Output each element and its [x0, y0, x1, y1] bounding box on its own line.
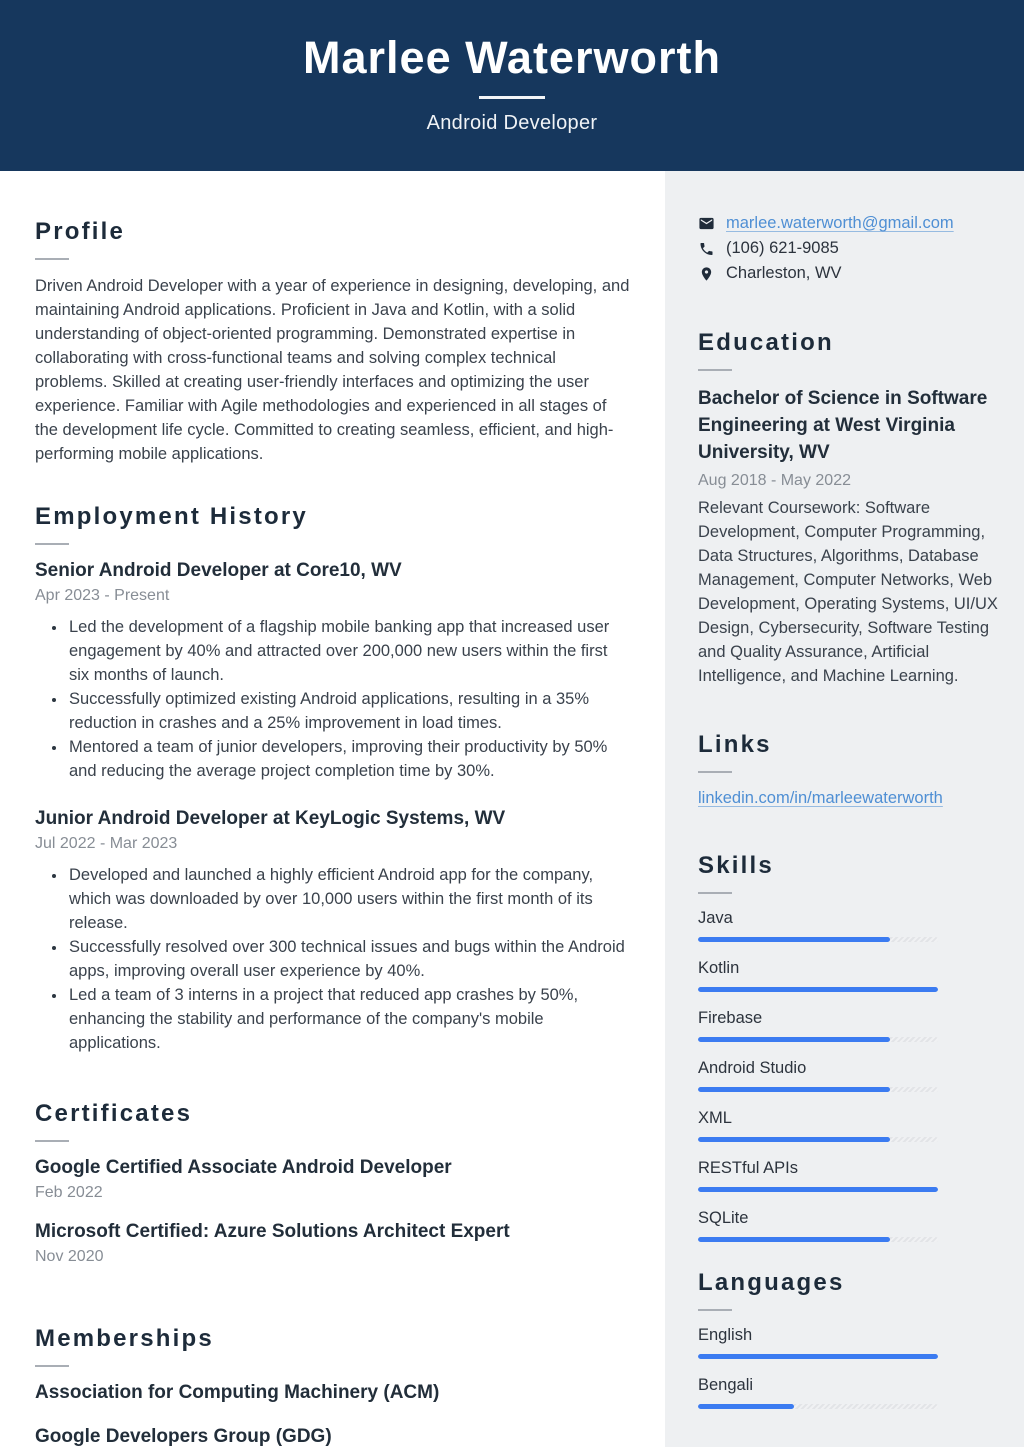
language-bar-fill	[698, 1354, 938, 1359]
language-list	[698, 1325, 998, 1409]
location-text: Charleston, WV	[726, 264, 842, 282]
section-divider	[698, 771, 732, 773]
education-dates: Aug 2018 - May 2022	[698, 472, 851, 489]
job-bullet-list	[35, 863, 630, 1055]
skill-bar-track	[698, 1187, 938, 1192]
certificate-title: Google Certified Associate Android Developer	[35, 1157, 452, 1178]
certificate-date: Nov 2020	[35, 1248, 104, 1265]
email-link[interactable]: marlee.waterworth@gmail.com	[726, 214, 954, 232]
skill-name: SQLite	[698, 1209, 749, 1227]
languages-heading: Languages	[698, 1269, 845, 1296]
skill-bar-fill	[698, 937, 890, 942]
job-title: Junior Android Developer at KeyLogic Systems, WV	[35, 808, 506, 829]
skill-name: Android Studio	[698, 1059, 807, 1077]
skill-name: RESTful APIs	[698, 1159, 798, 1177]
education-heading: Education	[698, 329, 834, 356]
employment-heading: Employment History	[35, 503, 308, 530]
job-bullet: • Led the development of a flagship mobile banking app that increased user engagement by 40% and attracted over 200,000 new users within the first six months of launch.	[67, 615, 630, 687]
skill-name: XML	[698, 1109, 732, 1127]
section-divider	[35, 1140, 69, 1142]
certificates-heading: Certificates	[35, 1100, 193, 1127]
header-divider	[479, 96, 545, 99]
skill-entry	[698, 1158, 998, 1192]
certificate-entry	[35, 1156, 630, 1204]
language-name: Bengali	[698, 1376, 754, 1394]
contact-email-row	[698, 211, 998, 236]
links-heading: Links	[698, 731, 772, 758]
skill-bar-fill	[698, 1237, 890, 1242]
membership-list	[35, 1381, 630, 1447]
skill-name: Java	[698, 909, 733, 927]
section-divider	[35, 258, 69, 260]
language-entry	[698, 1375, 998, 1409]
link-item	[698, 787, 998, 809]
membership-entry: Google Developers Group (GDG)	[35, 1426, 332, 1447]
main-column	[0, 171, 665, 1447]
skill-entry	[698, 908, 998, 942]
job-dates: Jul 2022 - Mar 2023	[35, 835, 178, 852]
job-bullet: • Led a team of 3 interns in a project that reduced app crashes by 50%, enhancing the stability and performance of the company's mobile applications.	[67, 983, 630, 1055]
skill-bar-track	[698, 1137, 938, 1142]
section-education	[698, 328, 998, 688]
section-certificates	[35, 1099, 630, 1268]
skill-entry	[698, 958, 998, 992]
section-employment-history	[35, 502, 630, 1055]
phone-icon	[698, 241, 715, 257]
profile-heading: Profile	[35, 218, 126, 245]
certificate-date: Feb 2022	[35, 1184, 103, 1201]
certificate-list	[35, 1156, 630, 1268]
profile-text: Driven Android Developer with a year of experience in designing, developing, and maintaining Android applications. Proficient in Java and Kotlin, with a solid understanding of object-oriented programming. Demonstrated expertise in collaborating with cross-functional teams and solving complex technical problems. Skilled at creating user-friendly interfaces and optimizing the user experience. Familiar with Agile methodologies and experienced in all stages of the development life cycle. Committed to creating seamless, efficient, and high-performing mobile applications.	[35, 277, 630, 463]
education-coursework: Relevant Coursework: Software Development, Computer Programming, Data Structures, Algorithms, Database Management, Computer Networks, Web Development, Operating Systems, UI/UX Design, Cybersecurity, Software Testing and Quality Assurance, Artificial Intelligence, and Machine Learning.	[698, 499, 998, 685]
job-bullet-list	[35, 615, 630, 783]
section-divider	[698, 369, 732, 371]
sidebar	[665, 171, 1024, 1447]
skill-bar-fill	[698, 987, 938, 992]
membership-entry: Association for Computing Machinery (ACM)	[35, 1382, 440, 1403]
skill-bar-track	[698, 987, 938, 992]
language-entry	[698, 1325, 998, 1359]
job-title: Senior Android Developer at Core10, WV	[35, 560, 402, 581]
memberships-heading: Memberships	[35, 1325, 214, 1352]
language-name: English	[698, 1326, 753, 1344]
skill-name: Kotlin	[698, 959, 740, 977]
skill-name: Firebase	[698, 1009, 763, 1027]
skill-bar-track	[698, 1087, 938, 1092]
job-entry	[35, 807, 630, 1055]
person-name: Marlee Waterworth	[303, 32, 721, 83]
section-languages	[698, 1268, 998, 1409]
section-divider	[698, 892, 732, 894]
resume-header	[0, 0, 1024, 171]
section-divider	[698, 1309, 732, 1311]
skill-bar-fill	[698, 1037, 890, 1042]
job-list	[35, 559, 630, 1055]
skill-entry	[698, 1008, 998, 1042]
envelope-icon	[698, 215, 715, 232]
contact-phone-row	[698, 236, 998, 261]
skill-entry	[698, 1108, 998, 1142]
skill-bar-fill	[698, 1087, 890, 1092]
contact-location-row	[698, 261, 998, 286]
section-profile	[35, 217, 630, 466]
skill-bar-track	[698, 1237, 938, 1242]
section-links	[698, 730, 998, 809]
section-divider	[35, 543, 69, 545]
links-list	[698, 787, 998, 809]
phone-number: (106) 621-9085	[726, 239, 839, 257]
job-bullet: • Mentored a team of junior developers, improving their productivity by 50% and reducing the average project completion time by 30%.	[67, 735, 630, 783]
contact-block	[698, 211, 998, 286]
job-bullet: • Successfully optimized existing Android applications, resulting in a 35% reduction in crashes and a 25% improvement in load times.	[67, 687, 630, 735]
skill-entry	[698, 1208, 998, 1242]
skill-bar-fill	[698, 1137, 890, 1142]
skill-bar-fill	[698, 1187, 938, 1192]
location-pin-icon	[698, 266, 715, 282]
section-skills	[698, 851, 998, 1242]
linkedin-link[interactable]: linkedin.com/in/marleewaterworth	[698, 789, 943, 807]
job-entry	[35, 559, 630, 783]
skills-heading: Skills	[698, 852, 774, 879]
skill-entry	[698, 1058, 998, 1092]
language-bar-track	[698, 1404, 938, 1409]
certificate-title: Microsoft Certified: Azure Solutions Architect Expert	[35, 1221, 510, 1242]
section-memberships	[35, 1324, 630, 1447]
certificate-entry	[35, 1220, 630, 1268]
language-bar-fill	[698, 1404, 794, 1409]
skill-list	[698, 908, 998, 1242]
job-bullet: • Successfully resolved over 300 technical issues and bugs within the Android apps, improving overall user experience by 40%.	[67, 935, 630, 983]
job-bullet: • Developed and launched a highly efficient Android app for the company, which was downloaded by over 10,000 users within the first month of its release.	[67, 863, 630, 935]
person-job-title: Android Developer	[426, 112, 598, 135]
language-bar-track	[698, 1354, 938, 1359]
job-dates: Apr 2023 - Present	[35, 587, 170, 604]
education-degree: Bachelor of Science in Software Engineering at West Virginia University, WV	[698, 388, 988, 463]
skill-bar-track	[698, 937, 938, 942]
section-divider	[35, 1365, 69, 1367]
skill-bar-track	[698, 1037, 938, 1042]
